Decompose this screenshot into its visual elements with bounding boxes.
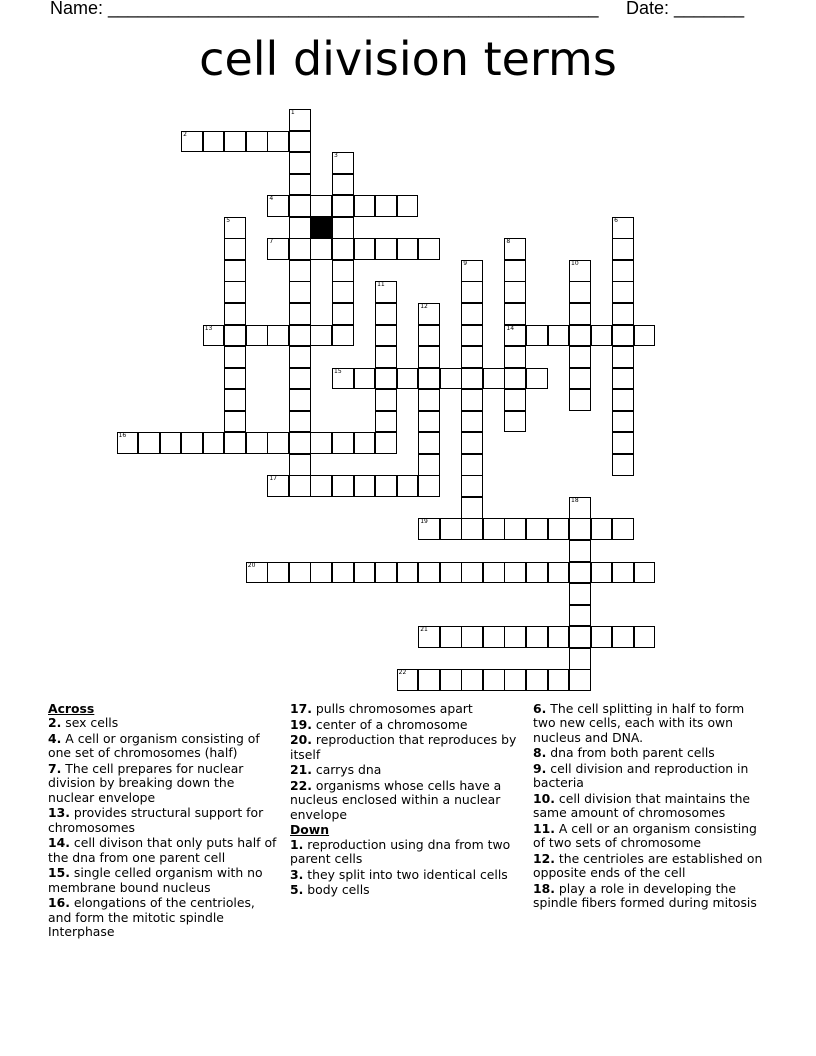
grid-cell[interactable]: [375, 389, 397, 411]
grid-cell[interactable]: [612, 238, 634, 260]
grid-cell-number: 7: [269, 238, 274, 246]
grid-cell[interactable]: [332, 368, 354, 390]
grid-cell[interactable]: [375, 432, 397, 454]
grid-cell[interactable]: [569, 648, 591, 670]
grid-cell[interactable]: [418, 669, 440, 691]
grid-cell[interactable]: [246, 325, 268, 347]
clue-item: [48, 716, 280, 730]
grid-cell-number: 13: [204, 324, 213, 332]
clue-text: elongations of the centrioles, and form the mitotic spindle Interphase: [48, 895, 255, 940]
clue-text: A cell or an organism consisting of two sets of chromosome: [533, 821, 757, 851]
clue-text: body cells: [303, 882, 370, 898]
grid-cell[interactable]: [526, 562, 548, 584]
grid-cell-number: 14: [506, 324, 515, 332]
grid-cell[interactable]: [612, 325, 634, 347]
clue-number: 5.: [290, 882, 304, 898]
grid-cell[interactable]: [526, 626, 548, 648]
clue-text: cell divison that only puts half of the dna from one parent cell: [48, 835, 277, 865]
grid-cell[interactable]: [397, 368, 419, 390]
grid-cell[interactable]: [332, 562, 354, 584]
clue-item: [48, 762, 280, 805]
down-heading: Down: [290, 822, 330, 838]
grid-cell-number: 22: [398, 669, 407, 677]
clue-item: [290, 838, 522, 867]
grid-cell[interactable]: [591, 562, 613, 584]
grid-cell[interactable]: [375, 238, 397, 260]
grid-cell[interactable]: [224, 131, 246, 153]
grid-cell[interactable]: [612, 411, 634, 433]
grid-cell[interactable]: [461, 475, 483, 497]
grid-cell[interactable]: [289, 432, 311, 454]
clue-item: [48, 896, 280, 939]
grid-cell[interactable]: [310, 238, 332, 260]
grid-cell[interactable]: [289, 303, 311, 325]
grid-cell[interactable]: [526, 518, 548, 540]
grid-cell[interactable]: [289, 454, 311, 476]
grid-cell[interactable]: [483, 626, 505, 648]
grid-cell[interactable]: [440, 518, 462, 540]
grid-cell[interactable]: [418, 368, 440, 390]
grid-cell[interactable]: [375, 303, 397, 325]
clue-item: [48, 806, 280, 835]
clue-text: cell division that maintains the same amount of chromosomes: [533, 791, 751, 821]
clue-text: dna from both parent cells: [546, 745, 715, 761]
grid-cell[interactable]: [267, 325, 289, 347]
grid-cell[interactable]: [483, 562, 505, 584]
grid-cell[interactable]: [440, 562, 462, 584]
clue-number: 9.: [533, 761, 547, 776]
grid-cell[interactable]: [591, 325, 613, 347]
grid-cell[interactable]: [246, 562, 268, 584]
clue-item: [290, 763, 522, 777]
grid-cell[interactable]: [354, 368, 376, 390]
clue-item: [48, 836, 280, 865]
grid-cell[interactable]: [591, 518, 613, 540]
clue-number: 18.: [533, 881, 555, 896]
grid-cell[interactable]: [267, 195, 289, 217]
grid-cell[interactable]: [504, 238, 526, 260]
clue-text: reproduction that reproduces by itself: [290, 732, 517, 762]
grid-cell[interactable]: [354, 238, 376, 260]
grid-cell[interactable]: [224, 411, 246, 433]
clue-number: 20.: [290, 732, 312, 748]
clue-text: cell division and reproduction in bacteria: [533, 761, 749, 791]
clue-item: [290, 733, 522, 762]
clue-item: [533, 762, 765, 791]
grid-cell[interactable]: [483, 518, 505, 540]
grid-cell[interactable]: [461, 518, 483, 540]
grid-cell[interactable]: [612, 626, 634, 648]
clue-item: [290, 718, 522, 732]
grid-cell[interactable]: [375, 368, 397, 390]
grid-cell-number: 12: [420, 302, 428, 310]
clue-number: 15.: [48, 865, 70, 881]
grid-cell[interactable]: [504, 389, 526, 411]
grid-cell[interactable]: [504, 669, 526, 691]
clue-number: 19.: [290, 716, 312, 732]
grid-cell[interactable]: [461, 325, 483, 347]
grid-cell[interactable]: [332, 281, 354, 303]
grid-cell[interactable]: [504, 368, 526, 390]
grid-cell[interactable]: [612, 562, 634, 584]
grid-cell[interactable]: [461, 368, 483, 390]
grid-cell-number: 18: [571, 496, 579, 504]
grid-cell[interactable]: [418, 626, 440, 648]
clue-number: 1.: [290, 836, 304, 852]
grid-cell[interactable]: [332, 174, 354, 196]
grid-cell[interactable]: [289, 109, 311, 131]
grid-cell[interactable]: [289, 131, 311, 153]
grid-cell[interactable]: [569, 281, 591, 303]
grid-cell[interactable]: [267, 131, 289, 153]
grid-cell[interactable]: [612, 518, 634, 540]
clue-text: they split into two identical cells: [303, 866, 508, 882]
clue-text: sex cells: [61, 715, 119, 731]
grid-cell[interactable]: [569, 303, 591, 325]
grid-cell[interactable]: [289, 152, 311, 174]
grid-cell[interactable]: [310, 432, 332, 454]
clue-item: [533, 702, 765, 745]
grid-cell-number: 6: [614, 216, 618, 224]
grid-cell[interactable]: [504, 303, 526, 325]
grid-cell-number: 2: [183, 130, 187, 138]
grid-cell[interactable]: [289, 260, 311, 282]
grid-cell[interactable]: [289, 281, 311, 303]
grid-cell[interactable]: [548, 669, 570, 691]
grid-cell[interactable]: [591, 626, 613, 648]
clue-item: [290, 779, 522, 822]
grid-cell[interactable]: [224, 217, 246, 239]
grid-cell[interactable]: [504, 626, 526, 648]
grid-cell[interactable]: [569, 346, 591, 368]
grid-cell[interactable]: [569, 626, 591, 648]
grid-cell[interactable]: [375, 281, 397, 303]
grid-cell[interactable]: [504, 281, 526, 303]
grid-cell[interactable]: [397, 562, 419, 584]
clue-text: The cell prepares for nuclear division by breaking down the nuclear envelope: [48, 761, 244, 805]
grid-cell[interactable]: [224, 303, 246, 325]
grid-cell[interactable]: [612, 260, 634, 282]
grid-cell[interactable]: [461, 260, 483, 282]
grid-cell[interactable]: [548, 518, 570, 540]
page-title: cell division terms: [199, 32, 617, 86]
clue-text: the centrioles are established on opposite ends of the cell: [533, 851, 763, 881]
grid-cell[interactable]: [354, 432, 376, 454]
clue-column-1: [48, 702, 280, 941]
clue-item: [533, 852, 765, 881]
grid-block: [310, 217, 332, 239]
grid-cell[interactable]: [332, 152, 354, 174]
clue-number: 17.: [290, 701, 312, 716]
grid-cell-number: 4: [269, 195, 274, 203]
grid-cell[interactable]: [160, 432, 182, 454]
grid-cell[interactable]: [569, 562, 591, 584]
grid-cell[interactable]: [569, 325, 591, 347]
clue-column-2: [290, 702, 522, 899]
grid-cell[interactable]: [289, 475, 311, 497]
clue-number: 21.: [290, 762, 312, 778]
grid-cell[interactable]: [203, 325, 225, 347]
grid-cell[interactable]: [569, 260, 591, 282]
grid-cell-number: 5: [226, 216, 231, 224]
grid-cell[interactable]: [332, 195, 354, 217]
grid-cell[interactable]: [418, 475, 440, 497]
grid-cell[interactable]: [612, 432, 634, 454]
clue-number: 12.: [533, 851, 555, 866]
grid-cell[interactable]: [504, 518, 526, 540]
grid-cell[interactable]: [397, 195, 419, 217]
grid-cell-number: 9: [463, 259, 468, 267]
grid-cell[interactable]: [289, 346, 311, 368]
grid-cell[interactable]: [224, 346, 246, 368]
grid-cell[interactable]: [310, 195, 332, 217]
grid-cell-number: 20: [247, 561, 256, 569]
grid-cell[interactable]: [224, 325, 246, 347]
clue-number: 2.: [48, 715, 62, 731]
grid-cell[interactable]: [461, 411, 483, 433]
grid-cell[interactable]: [181, 432, 203, 454]
clue-number: 7.: [48, 761, 62, 776]
grid-cell[interactable]: [224, 260, 246, 282]
clue-item: [290, 883, 522, 897]
grid-cell[interactable]: [246, 432, 268, 454]
clue-column-3: [533, 702, 765, 912]
grid-cell[interactable]: [397, 238, 419, 260]
grid-cell[interactable]: [397, 669, 419, 691]
grid-cell[interactable]: [332, 303, 354, 325]
grid-cell[interactable]: [418, 389, 440, 411]
grid-cell[interactable]: [138, 432, 160, 454]
clue-item: [290, 868, 522, 882]
grid-cell[interactable]: [461, 346, 483, 368]
grid-cell[interactable]: [504, 325, 526, 347]
grid-cell-number: 1: [290, 109, 295, 116]
clue-number: 22.: [290, 777, 312, 793]
grid-cell[interactable]: [569, 669, 591, 691]
clue-item: [48, 866, 280, 895]
grid-cell[interactable]: [267, 562, 289, 584]
grid-cell[interactable]: [418, 411, 440, 433]
grid-cell[interactable]: [375, 325, 397, 347]
grid-cell[interactable]: [483, 669, 505, 691]
grid-cell[interactable]: [418, 303, 440, 325]
grid-cell[interactable]: [224, 389, 246, 411]
grid-cell[interactable]: [634, 325, 656, 347]
grid-cell[interactable]: [461, 281, 483, 303]
clue-text: reproduction using dna from two parent cells: [290, 836, 511, 866]
grid-cell[interactable]: [461, 497, 483, 519]
grid-cell[interactable]: [569, 389, 591, 411]
clue-text: A cell or organism consisting of one set of chromosomes (half): [48, 731, 260, 761]
grid-cell[interactable]: [548, 626, 570, 648]
grid-cell-number: 3: [334, 152, 338, 160]
grid-cell[interactable]: [332, 475, 354, 497]
grid-cell[interactable]: [246, 131, 268, 153]
clue-item: [533, 792, 765, 821]
grid-cell[interactable]: [612, 368, 634, 390]
grid-cell[interactable]: [504, 260, 526, 282]
grid-cell[interactable]: [332, 325, 354, 347]
clue-number: 14.: [48, 835, 70, 851]
grid-cell[interactable]: [289, 368, 311, 390]
grid-cell[interactable]: [461, 389, 483, 411]
grid-cell[interactable]: [461, 303, 483, 325]
clue-item: [533, 882, 765, 911]
clue-number: 8.: [533, 745, 547, 761]
clue-number: 11.: [533, 821, 555, 836]
clue-item: [48, 732, 280, 761]
grid-cell[interactable]: [504, 346, 526, 368]
grid-cell[interactable]: [418, 562, 440, 584]
grid-cell-number: 19: [420, 518, 428, 526]
grid-cell[interactable]: [612, 281, 634, 303]
grid-cell-number: 8: [506, 238, 511, 246]
grid-cell[interactable]: [461, 454, 483, 476]
clue-item: [533, 746, 765, 760]
grid-cell[interactable]: [289, 562, 311, 584]
grid-cell[interactable]: [461, 562, 483, 584]
grid-cell[interactable]: [117, 432, 139, 454]
grid-cell-number: 10: [571, 259, 579, 267]
grid-cell[interactable]: [418, 454, 440, 476]
grid-cell[interactable]: [289, 195, 311, 217]
grid-cell[interactable]: [332, 260, 354, 282]
clue-item: [290, 702, 522, 716]
clue-item: [533, 822, 765, 851]
grid-cell[interactable]: [224, 281, 246, 303]
clue-number: 3.: [290, 866, 304, 882]
grid-cell[interactable]: [612, 454, 634, 476]
grid-cell[interactable]: [375, 475, 397, 497]
grid-cell[interactable]: [526, 669, 548, 691]
grid-cell[interactable]: [203, 432, 225, 454]
grid-cell[interactable]: [375, 195, 397, 217]
grid-cell[interactable]: [569, 583, 591, 605]
grid-cell[interactable]: [461, 669, 483, 691]
grid-cell[interactable]: [526, 325, 548, 347]
grid-cell[interactable]: [461, 626, 483, 648]
clue-text: provides structural support for chromosomes: [48, 805, 264, 835]
grid-cell[interactable]: [310, 562, 332, 584]
grid-cell-number: 11: [377, 281, 385, 289]
grid-cell[interactable]: [612, 389, 634, 411]
grid-cell[interactable]: [483, 368, 505, 390]
clue-number: 4.: [48, 731, 62, 746]
grid-cell[interactable]: [375, 411, 397, 433]
grid-cell[interactable]: [289, 238, 311, 260]
grid-cell[interactable]: [181, 131, 203, 153]
grid-cell[interactable]: [526, 368, 548, 390]
clue-text: pulls chromosomes apart: [311, 701, 473, 716]
clue-text: organisms whose cells have a nucleus enclosed within a nuclear envelope: [290, 777, 502, 822]
grid-cell[interactable]: [354, 562, 376, 584]
grid-cell[interactable]: [267, 432, 289, 454]
grid-cell[interactable]: [440, 368, 462, 390]
grid-cell[interactable]: [612, 303, 634, 325]
grid-cell[interactable]: [289, 325, 311, 347]
grid-cell[interactable]: [289, 217, 311, 239]
grid-cell[interactable]: [461, 432, 483, 454]
grid-cell[interactable]: [224, 432, 246, 454]
grid-cell[interactable]: [310, 475, 332, 497]
grid-cell[interactable]: [332, 238, 354, 260]
grid-cell[interactable]: [289, 174, 311, 196]
grid-cell[interactable]: [569, 368, 591, 390]
grid-cell[interactable]: [418, 238, 440, 260]
grid-cell[interactable]: [634, 562, 656, 584]
clue-number: 16.: [48, 895, 70, 911]
grid-cell[interactable]: [569, 540, 591, 562]
grid-cell[interactable]: [397, 475, 419, 497]
across-heading: Across: [48, 701, 95, 716]
grid-cell[interactable]: [418, 325, 440, 347]
clue-number: 10.: [533, 791, 555, 806]
grid-cell-number: 21: [420, 626, 428, 634]
grid-cell[interactable]: [224, 238, 246, 260]
grid-cell[interactable]: [354, 475, 376, 497]
grid-cell[interactable]: [504, 411, 526, 433]
grid-cell-number: 16: [118, 432, 127, 440]
grid-cell[interactable]: [548, 562, 570, 584]
clue-text: center of a chromosome: [311, 716, 468, 732]
grid-cell-number: 15: [334, 367, 342, 375]
grid-cell[interactable]: [440, 626, 462, 648]
grid-cell[interactable]: [548, 325, 570, 347]
grid-cell[interactable]: [354, 195, 376, 217]
grid-cell[interactable]: [332, 432, 354, 454]
clue-number: 6.: [533, 701, 547, 716]
grid-cell[interactable]: [569, 497, 591, 519]
clue-text: play a role in developing the spindle fibers formed during mitosis: [533, 881, 757, 911]
grid-cell[interactable]: [569, 605, 591, 627]
grid-cell[interactable]: [289, 411, 311, 433]
grid-cell[interactable]: [203, 131, 225, 153]
grid-cell[interactable]: [612, 217, 634, 239]
name-field-label: Name: _________________________________________________: [50, 0, 599, 18]
grid-cell[interactable]: [289, 389, 311, 411]
grid-cell[interactable]: [224, 368, 246, 390]
grid-cell[interactable]: [418, 346, 440, 368]
clue-number: 13.: [48, 805, 70, 821]
date-field-label: Date: _______: [626, 0, 745, 18]
grid-cell[interactable]: [267, 238, 289, 260]
grid-cell[interactable]: [375, 562, 397, 584]
clue-text: carrys dna: [311, 762, 382, 778]
grid-cell[interactable]: [418, 518, 440, 540]
clue-text: single celled organism with no membrane bound nucleus: [48, 865, 263, 895]
grid-cell[interactable]: [418, 432, 440, 454]
grid-cell[interactable]: [634, 626, 656, 648]
grid-cell[interactable]: [612, 346, 634, 368]
grid-cell[interactable]: [332, 217, 354, 239]
grid-cell[interactable]: [375, 346, 397, 368]
clue-text: The cell splitting in half to form two new cells, each with its own nucleus and DNA.: [533, 701, 745, 745]
grid-cell-number: 17: [269, 475, 277, 483]
grid-cell[interactable]: [310, 325, 332, 347]
grid-cell[interactable]: [267, 475, 289, 497]
grid-cell[interactable]: [569, 518, 591, 540]
grid-cell[interactable]: [440, 669, 462, 691]
grid-cell[interactable]: [504, 562, 526, 584]
